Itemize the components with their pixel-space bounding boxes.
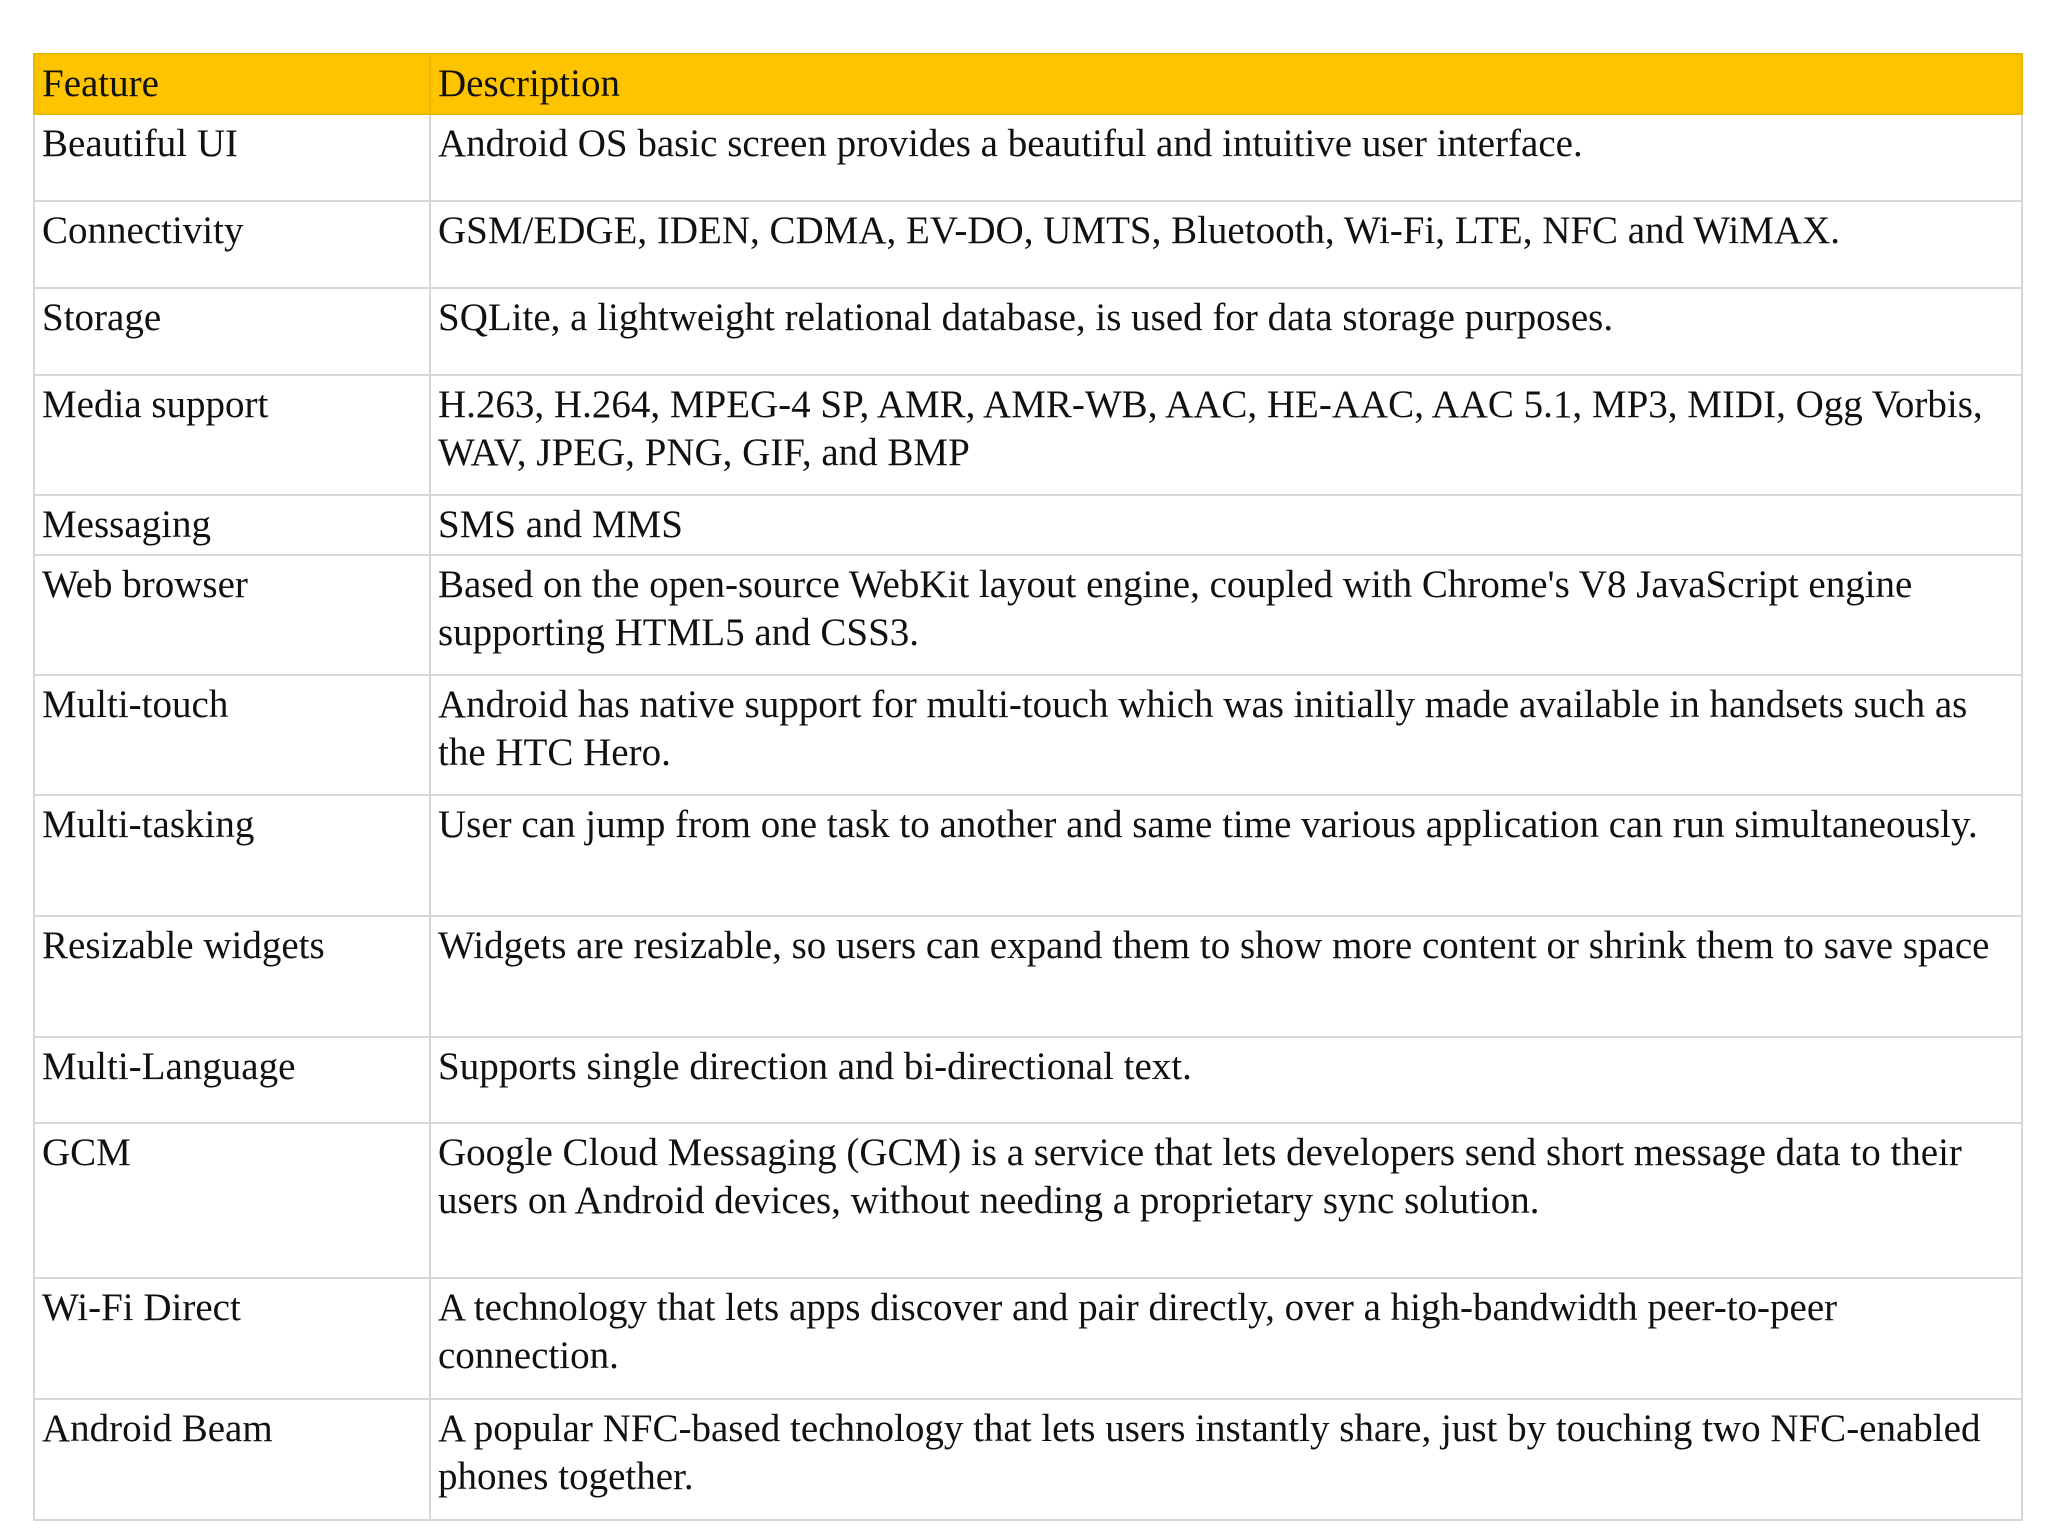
table-row [34,555,2022,675]
feature-cell: Web browser [34,555,430,675]
document-page [33,53,2021,1521]
feature-table [33,53,2023,1521]
column-header-description: Description [430,54,2022,114]
feature-cell: Resizable widgets [34,916,430,1037]
column-header-feature: Feature [34,54,430,114]
table-row [34,1278,2022,1399]
description-cell: Widgets are resizable, so users can expand them to show more content or shrink them to save space [430,916,2022,1037]
feature-cell: Connectivity [34,201,430,288]
description-cell: Based on the open-source WebKit layout engine, coupled with Chrome's V8 JavaScript engine supporting HTML5 and CSS3. [430,555,2022,675]
feature-cell: Android Beam [34,1399,430,1520]
table-row [34,795,2022,916]
description-cell: SQLite, a lightweight relational database, is used for data storage purposes. [430,288,2022,375]
description-cell: GSM/EDGE, IDEN, CDMA, EV-DO, UMTS, Bluetooth, Wi-Fi, LTE, NFC and WiMAX. [430,201,2022,288]
description-cell: Supports single direction and bi-directional text. [430,1037,2022,1123]
feature-cell: Messaging [34,495,430,555]
feature-cell: Media support [34,375,430,495]
feature-cell: Wi-Fi Direct [34,1278,430,1399]
table-row [34,495,2022,555]
description-cell: User can jump from one task to another and same time various application can run simultaneously. [430,795,2022,916]
table-row [34,201,2022,288]
description-cell: A technology that lets apps discover and pair directly, over a high-bandwidth peer-to-peer connection. [430,1278,2022,1399]
feature-cell: GCM [34,1123,430,1278]
description-cell: Android OS basic screen provides a beautiful and intuitive user interface. [430,114,2022,201]
feature-cell: Multi-Language [34,1037,430,1123]
table-row [34,1037,2022,1123]
description-cell: SMS and MMS [430,495,2022,555]
table-row [34,675,2022,795]
feature-cell: Beautiful UI [34,114,430,201]
description-cell: Android has native support for multi-touch which was initially made available in handsets such as the HTC Hero. [430,675,2022,795]
table-row [34,288,2022,375]
feature-cell: Storage [34,288,430,375]
table-row [34,375,2022,495]
table-row [34,114,2022,201]
feature-cell: Multi-tasking [34,795,430,916]
description-cell: Google Cloud Messaging (GCM) is a service that lets developers send short message data to their users on Android devices, without needing a proprietary sync solution. [430,1123,2022,1278]
description-cell: H.263, H.264, MPEG-4 SP, AMR, AMR-WB, AAC, HE-AAC, AAC 5.1, MP3, MIDI, Ogg Vorbis, WAV, JPEG, PNG, GIF, and BMP [430,375,2022,495]
table-row [34,1399,2022,1520]
table-header-row [34,54,2022,114]
feature-cell: Multi-touch [34,675,430,795]
description-cell: A popular NFC-based technology that lets users instantly share, just by touching two NFC-enabled phones together. [430,1399,2022,1520]
table-row [34,916,2022,1037]
table-row [34,1123,2022,1278]
